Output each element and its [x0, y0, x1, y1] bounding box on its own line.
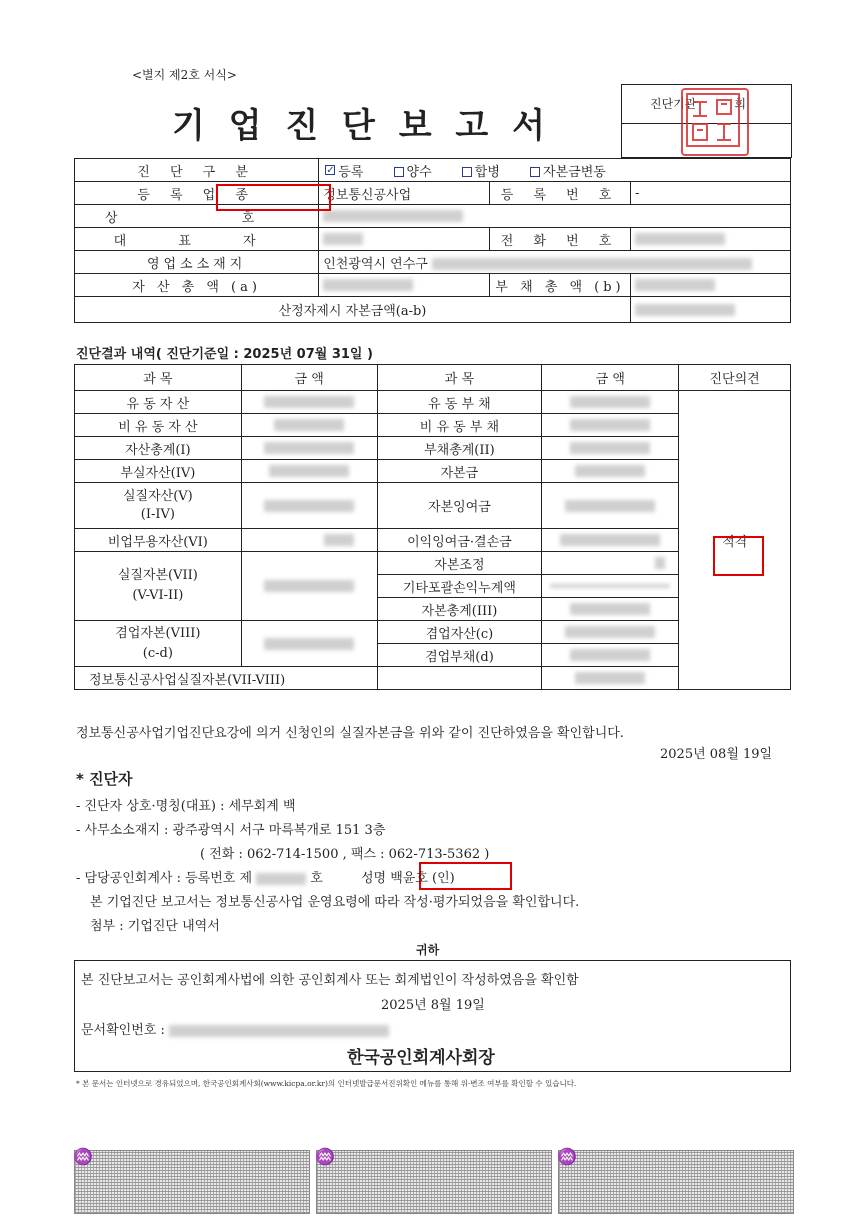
kicpa-box — [74, 960, 791, 1072]
biz-type-label: 등 록 업 종 — [75, 182, 319, 205]
barcode-mark-icon: ♒ — [73, 1147, 93, 1166]
row-label: 자본금 — [377, 460, 542, 483]
row-label: 이익잉여금·결손금 — [377, 529, 542, 552]
doc-no-line — [81, 1019, 389, 1038]
biz-type-value: 정보통신공사업 — [319, 182, 490, 205]
diagnoser-title: * 진단자 — [76, 770, 133, 788]
row-label: 기타포괄손익누계액 — [377, 575, 542, 598]
row-label: 비 유 동 자 산 — [75, 414, 242, 437]
barcode-mark-icon: ♒ — [557, 1147, 577, 1166]
diagnoser-line: - 진단자 상호·명칭(대표) : 세무회계 백 — [76, 799, 296, 814]
checkbox-icon[interactable] — [394, 167, 404, 177]
row-label: 자산총계(I) — [75, 437, 242, 460]
recipient: 귀하 — [416, 943, 440, 957]
assets-label: 자 산 총 액 (a) — [75, 274, 319, 297]
liab-label: 부 채 총 액 (b) — [490, 274, 631, 297]
diagnoser-line: 본 기업진단 보고서는 정보통신공사업 운영요령에 따라 작성·평가되었음을 확인합니다. — [90, 895, 580, 910]
header-item: 과 목 — [75, 365, 242, 391]
opinion-value: 적격 — [722, 534, 748, 550]
reg-no-label: 등 록 번 호 — [490, 182, 631, 205]
kicpa-president: 한국공인회계사회장 — [347, 1048, 495, 1068]
redacted-amount — [570, 419, 650, 431]
diagnoser-line: - 사무소소재지 : 광주광역시 서구 마륵복개로 151 3층 — [76, 823, 386, 838]
diagnoser-line — [76, 867, 455, 886]
redacted-amount — [264, 580, 354, 592]
redacted-amount — [570, 603, 650, 615]
confirm-date: 2025년 08월 19일 — [660, 747, 773, 762]
company-label: 상 호 — [75, 205, 319, 228]
row-label-sub: (c-d) — [142, 645, 173, 661]
capital-label: 산정자제시 자본금액(a-b) — [75, 297, 631, 323]
row-label: 자본잉여금 — [377, 483, 542, 529]
redacted-phone — [635, 233, 725, 245]
diag-type-label: 진 단 구 분 — [75, 159, 319, 182]
page-title: 기 업 진 단 보 고 서 — [172, 106, 551, 146]
redacted-amount — [324, 534, 354, 546]
redacted-amount — [570, 442, 650, 454]
row-label: 유 동 자 산 — [75, 391, 242, 414]
ceo-label: 대 표 자 — [75, 228, 319, 251]
header-item: 과 목 — [377, 365, 542, 391]
cpa-reg-suffix: 호 — [310, 871, 323, 886]
row-label: 부실자산(IV) — [75, 460, 242, 483]
redacted-amount — [570, 649, 650, 661]
reg-no-value: - — [630, 182, 790, 205]
checkbox-icon[interactable] — [530, 167, 540, 177]
redacted-amount — [550, 584, 670, 588]
redacted-amount — [264, 442, 354, 454]
cpa-name-value: 백윤호 (인) — [390, 871, 455, 886]
redacted-amount — [575, 465, 645, 477]
option-merger: 합병 — [474, 164, 500, 180]
row-label-sub: (V-VI-II) — [132, 588, 184, 603]
redacted-assets — [323, 279, 413, 291]
row-label: 정보통신공사업실질자본(VII-VIII) — [75, 667, 378, 690]
highlight-biz-type — [216, 184, 331, 211]
redacted-amount — [264, 500, 354, 512]
doc-no-label: 문서확인번호 : — [81, 1023, 165, 1038]
redacted-amount — [269, 465, 349, 477]
redacted-liab — [635, 279, 715, 291]
results-table — [74, 364, 791, 690]
cpa-name-label: 성명 — [360, 871, 387, 886]
row-label: 비업무용자산(VI) — [75, 529, 242, 552]
option-capital-change: 자본금변동 — [543, 164, 606, 180]
redacted-amount — [655, 557, 665, 569]
redacted-amount — [264, 396, 354, 408]
row-label: 겸업자산(c) — [377, 621, 542, 644]
address-label: 영업소소재지 — [75, 251, 319, 274]
row-label-multiline — [75, 483, 242, 529]
row-label: 자본조정 — [377, 552, 542, 575]
kicpa-date: 2025년 8월 19일 — [381, 998, 485, 1013]
redacted-amount — [570, 396, 650, 408]
form-number: <별지 제2호 서식> — [132, 68, 237, 82]
redacted-amount — [565, 500, 655, 512]
option-transfer: 양수 — [406, 164, 432, 180]
row-label: 겸업자본(VIII) — [115, 625, 201, 641]
footnote: * 본 문서는 인터넷으로 경유되었으며, 한국공인회계사회(www.kicpa.or.kr)의 인터넷발급문서진위확인 메뉴를 통해 위·변조 여부를 확인할 수 있습니다. — [76, 1079, 577, 1088]
header-amount: 금 액 — [542, 365, 679, 391]
phone-label: 전 화 번 호 — [490, 228, 631, 251]
highlight-opinion — [713, 536, 764, 576]
diagnoser-line: ( 전화 : 062-714-1500 , 팩스 : 062-713-5362 ) — [200, 847, 490, 862]
redacted-address — [432, 258, 752, 270]
row-label: 부채총계(II) — [377, 437, 542, 460]
header-amount: 금 액 — [241, 365, 377, 391]
kicpa-text: 본 진단보고서는 공인회계사법에 의한 공인회계사 또는 회계법인이 작성하였음을 확인함 — [81, 973, 579, 988]
redacted-amount — [575, 672, 645, 684]
redacted-company — [323, 210, 463, 222]
option-register: 등록 — [338, 164, 364, 180]
seal-stamp — [681, 88, 749, 156]
row-label: 유 동 부 채 — [377, 391, 542, 414]
cpa-reg-label: - 담당공인회계사 : 등록번호 제 — [76, 871, 252, 886]
barcode-mark-icon: ♒ — [315, 1147, 335, 1166]
result-title: 진단결과 내역( 진단기준일 : 2025년 07월 31일 ) — [76, 347, 373, 362]
redacted-amount — [274, 419, 344, 431]
checkbox-icon[interactable] — [462, 167, 472, 177]
row-label: 자본총계(III) — [377, 598, 542, 621]
barcode-strip — [557, 1147, 794, 1214]
barcode-strip — [73, 1147, 310, 1214]
redacted-doc-no — [169, 1025, 389, 1037]
redacted-capital — [635, 304, 735, 316]
header-opinion: 진단의견 — [679, 365, 791, 391]
header-table — [74, 158, 791, 323]
redacted-amount — [264, 638, 354, 650]
barcode-strip — [315, 1147, 552, 1214]
confirm-text: 정보통신공사업기업진단요강에 의거 신청인의 실질자본금을 위와 같이 진단하였음을 확인합니다. — [76, 726, 624, 741]
diagnoser-line: 첨부 : 기업진단 내역서 — [90, 919, 220, 934]
row-label: 겸업부채(d) — [377, 644, 542, 667]
redacted-amount — [565, 626, 655, 638]
redacted-amount — [560, 534, 660, 546]
row-label: 실질자본(VII) — [117, 568, 198, 583]
redacted-reg-no — [256, 873, 306, 885]
row-label-multiline — [75, 621, 242, 667]
row-label: 비 유 동 부 채 — [377, 414, 542, 437]
address-value: 인천광역시 연수구 — [323, 256, 428, 272]
approval-suffix: 회 — [734, 97, 746, 111]
approval-label: 진단기관 — [650, 97, 697, 111]
redacted-ceo — [323, 233, 363, 245]
row-label-sub: (I-IV) — [140, 506, 175, 522]
checkbox-checked-icon[interactable] — [325, 165, 335, 175]
row-label-multiline — [75, 552, 242, 621]
row-label: 실질자산(V) — [122, 488, 193, 504]
